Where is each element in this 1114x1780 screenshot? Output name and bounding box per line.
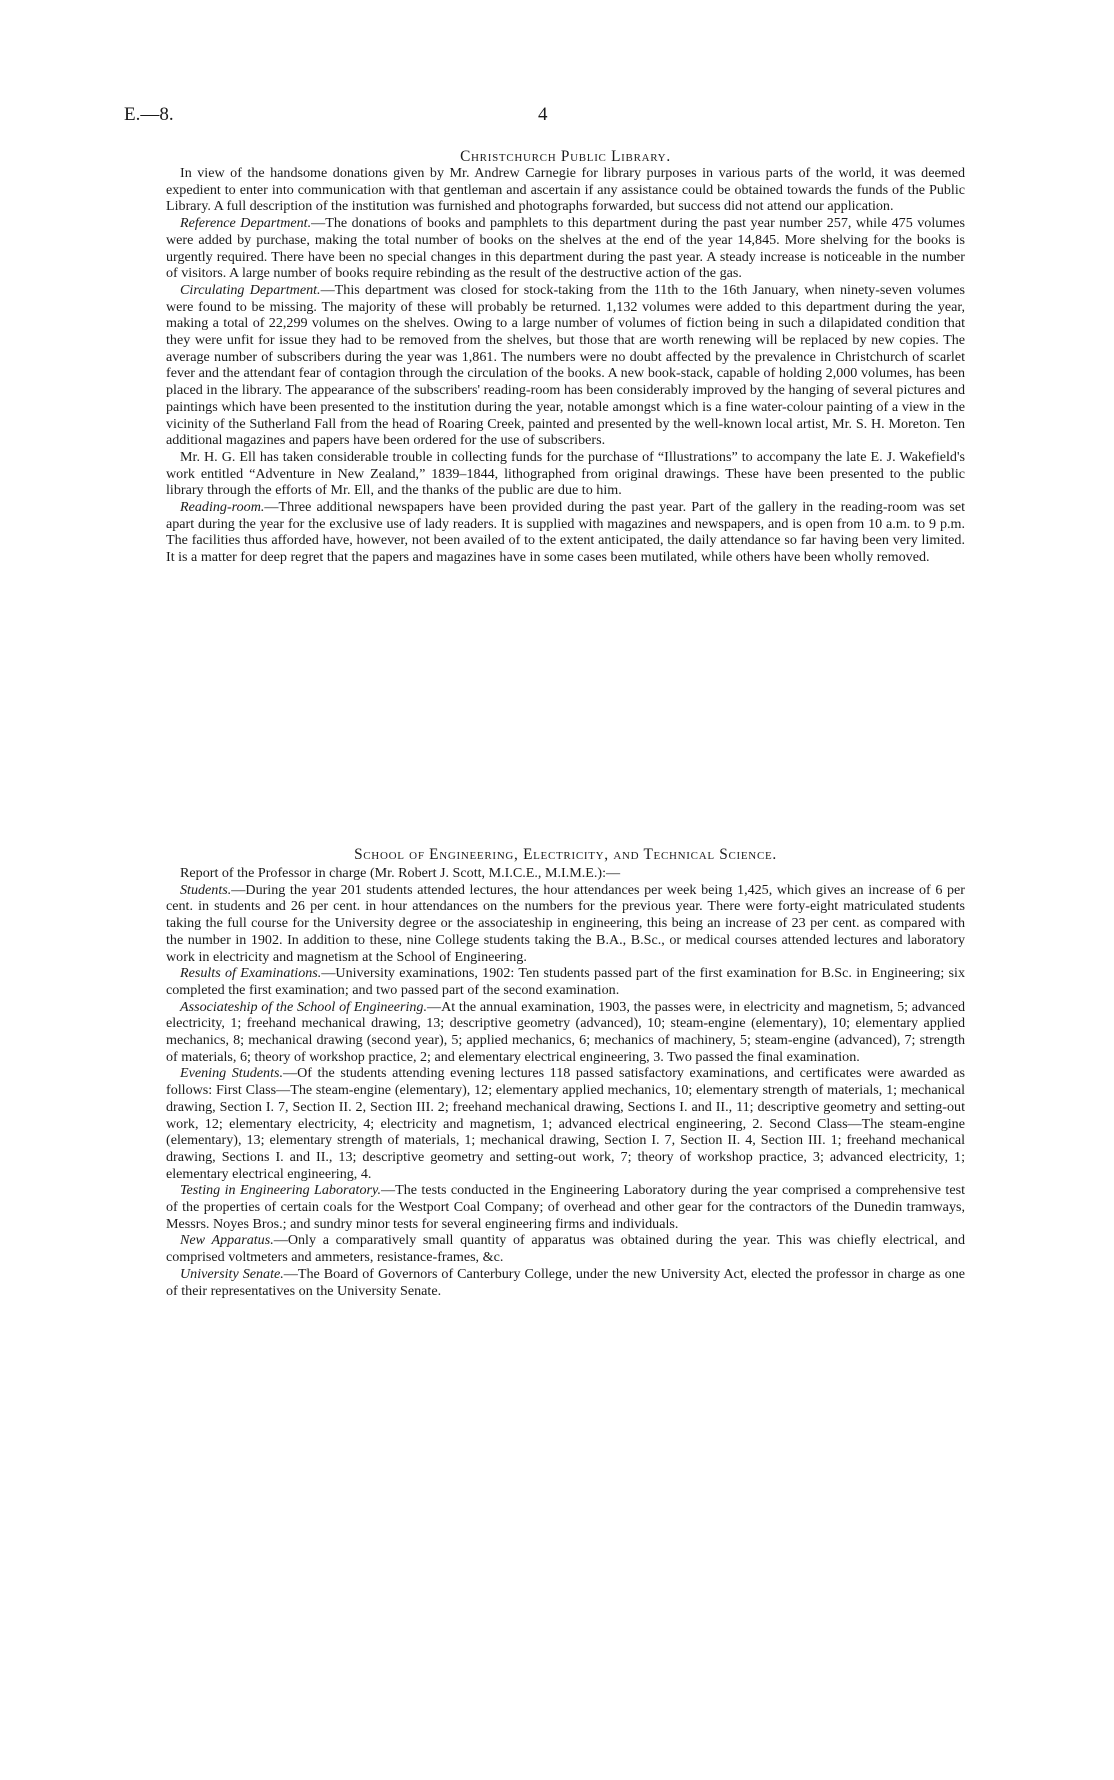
paragraph-text: —University examinations, 1902: Ten students passed part of the first examination for B.Sc. in Engineering; six completed the first examination; and two passed part of the second examination. xyxy=(166,965,965,998)
paragraph-text: —This department was closed for stock-taking from the 11th to the 16th January, when ninety-seven volumes were found to be missing. The majority of these will probably be returned. 1,132 volumes were added to this department during the year, making a total of 22,299 volumes on the shelves. Owing to a large number of volumes of fiction being in such a dilapidated condition that they were unfit for issue they had to be removed from the shelves, but those that are worth renewing will be replaced by new copies. The average number of subscribers during the year was 1,861. The numbers were no doubt affected by the prevalence in Christchurch of scarlet fever and the attendant fear of contagion through the circulation of the books. A new book-stack, capable of holding 2,000 volumes, has been placed in the library. The appearance of the subscribers' reading-room has been considerably improved by the hanging of several pictures and paintings which have been presented to the institution during the year, notable amongst which is a fine water-colour painting of a view in the vicinity of the Sutherland Fall from the head of Roaring Creek, painted and presented by the well-known local artist, Mr. S. H. Moreton. Ten additional magazines and papers have been ordered for the use of subscribers. xyxy=(166,281,966,449)
paragraph xyxy=(166,449,965,499)
paragraph-heading: Evening Students. xyxy=(180,1065,284,1082)
paragraph xyxy=(166,865,965,882)
paragraph-heading: Circulating Department. xyxy=(180,281,321,298)
paragraph-text: In view of the handsome donations given by Mr. Andrew Carnegie for library purposes in various parts of the world, it was deemed expedient to enter into communication with that gentleman and ascertain if any assistance could be obtained towards the funds of the Public Library. A full description of the institution was furnished and photographs forwarded, but success did not attend our application. xyxy=(166,165,965,215)
library-section xyxy=(166,148,965,566)
paragraph-heading: New Apparatus. xyxy=(180,1232,274,1249)
paragraph-text: —Of the students attending evening lectures 118 passed satisfactory examinations, and certificates were awarded as follows: First Class—The steam-engine (elementary), 12; elementary applied mechanics, 10; elementary strength of materials, 1; mechanical drawing, Section I. 7, Section II. 2, Section III. 2; freehand mechanical drawing, Sections I. and II., 11; descriptive geometry and setting-out work, 12; elementary electricity, 4; electricity and magnetism, 1; advanced electrical engineering, 2. Second Class—The steam-engine (elementary), 13; elementary strength of materials, 1; mechanical drawing, Section I. 7, Section II. 4, Section III. 1; freehand mechanical drawing, Sections I. and II., 13; descriptive geometry and setting-out work, 7; theory of workshop practice, 3; advanced electricity, 1; elementary electrical engineering, 4. xyxy=(166,1065,966,1182)
paragraph-text: —The donations of books and pamphlets to this department during the past year number 257, while 475 volumes were added by purchase, making the total number of books on the shelves at the end of the year 14,845. More shelving for the books is urgently required. There have been no special changes in this department during the past year. A steady increase is noticeable in the number of visitors. A large number of books require rebinding as the result of the destructive action of the gas. xyxy=(166,215,965,282)
paragraph-heading: Associateship of the School of Engineering. xyxy=(180,998,427,1015)
paragraph xyxy=(166,165,965,215)
paragraph-text: —Only a comparatively small quantity of apparatus was obtained during the year. This was chiefly electrical, and comprised voltmeters and ammeters, resistance-frames, &c. xyxy=(166,1232,965,1266)
engineering-section xyxy=(166,846,965,1299)
page-number: 4 xyxy=(538,104,548,125)
paragraph-text: —Three additional newspapers have been provided during the past year. Part of the gallery in the reading-room was set apart during the year for the exclusive use of lady readers. It is supplied with magazines and newspapers, and is open from 10 a.m. to 9 p.m. The facilities thus afforded have, however, not been availed of to the extent anticipated, the daily attendance so far having been very limited. It is a matter for deep regret that the papers and magazines have in some cases been mutilated, while others have been wholly removed. xyxy=(166,499,965,566)
paragraph-heading: University Senate. xyxy=(180,1265,284,1282)
section-title-engineering: School of Engineering, Electricity, and Technical Science. xyxy=(354,846,777,863)
section-title-library: Christchurch Public Library. xyxy=(460,148,671,165)
paragraph-text: —At the annual examination, 1903, the passes were, in electricity and magnetism, 5; advanced electricity, 1; freehand mechanical drawing, 13; descriptive geometry (advanced), 10; steam-engine (elementary), 10; elementary applied mechanics, 8; mechanical drawing (second year), 5; applied mechanics, 6; mechanics of machinery, 5; steam-engine (advanced), 7; strength of materials, 6; theory of workshop practice, 2; and elementary electrical engineering, 3. Two passed the final examination. xyxy=(166,998,965,1065)
paragraph-text: —The tests conducted in the Engineering Laboratory during the year comprised a comprehensive test of the properties of certain coals for the Westport Coal Company; of overhead and other gear for the contractors of the Dunedin tramways, Messrs. Noyes Bros.; and sundry minor tests for several engineering firms and individuals. xyxy=(166,1182,965,1232)
paragraph xyxy=(166,882,965,966)
paragraph-heading: Reading-room. xyxy=(180,499,265,516)
paragraph-heading: Students. xyxy=(180,881,232,898)
paragraph-heading: Reference Department. xyxy=(180,215,312,232)
paragraph-heading: Results of Examinations. xyxy=(180,965,322,982)
paragraph xyxy=(166,1266,965,1299)
paragraph xyxy=(166,1065,965,1182)
paragraph xyxy=(166,282,965,449)
paragraph xyxy=(166,965,965,998)
paragraph xyxy=(166,1182,965,1232)
paragraph-text: —During the year 201 students attended lectures, the hour attendances per week being 1,425, which gives an increase of 6 per cent. in students and 26 per cent. in hour attendances on the numbers for the previous year. There were forty-eight matriculated students taking the full course for the University degree or the associateship in engineering, this being an increase of 23 per cent. as compared with the number in 1902. In addition to these, nine College students taking the B.A., B.Sc., or medical courses attended lectures and laboratory work in electricity and magnetism at the School of Engineering. xyxy=(166,881,965,965)
paragraph-text: —The Board of Governors of Canterbury College, under the new University Act, elected the professor in charge as one of their representatives on the University Senate. xyxy=(166,1265,966,1299)
paragraph xyxy=(166,499,965,566)
paragraph-text: Mr. H. G. Ell has taken considerable trouble in collecting funds for the purchase of “Illustrations” to accompany the late E. J. Wakefield's work entitled “Adventure in New Zealand,” 1839–1844, lithographed from original drawings. These have been presented to the public library through the efforts of Mr. Ell, and the thanks of the public are due to him. xyxy=(166,448,965,499)
paragraph xyxy=(166,999,965,1066)
paragraph-heading: Testing in Engineering Laboratory. xyxy=(180,1182,382,1199)
paragraph-text: Report of the Professor in charge (Mr. Robert J. Scott, M.I.C.E., M.I.M.E.):— xyxy=(180,865,621,881)
paragraph xyxy=(166,215,965,282)
paragraph xyxy=(166,1232,965,1265)
report-reference: E.—8. xyxy=(124,104,174,125)
